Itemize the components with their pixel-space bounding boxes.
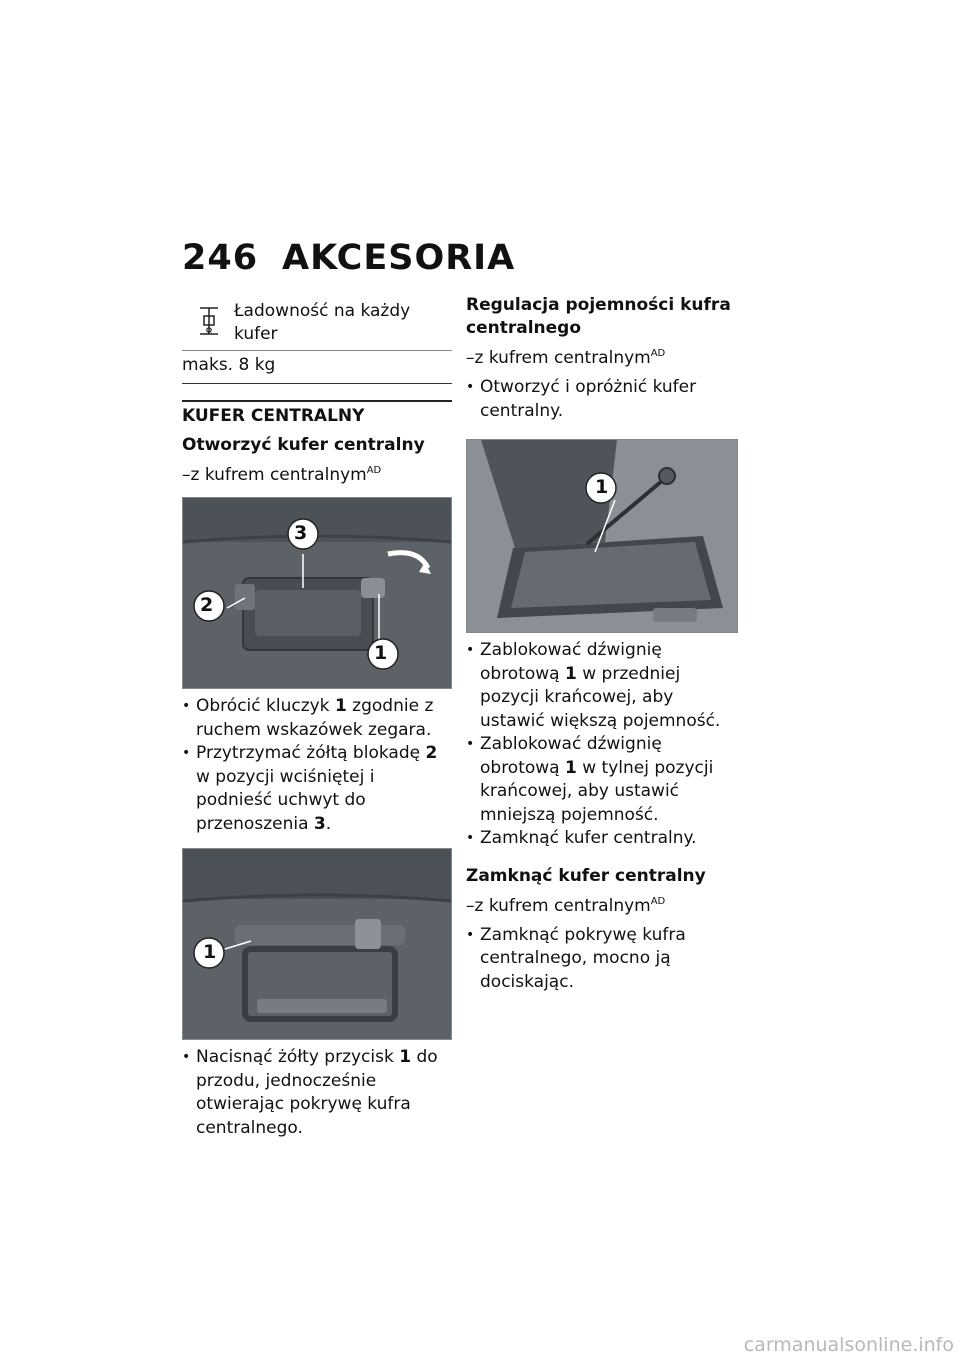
- figure-2-drawing: [183, 849, 451, 1039]
- figure-1-drawing: [183, 498, 451, 688]
- fig1-callout-3: 3: [294, 522, 308, 544]
- spec-label: Ładowność na każdy kufer: [234, 301, 411, 344]
- adjust-step-0: [466, 376, 738, 423]
- figure-yellow-button: [182, 848, 452, 1040]
- fig2-callout-1: 1: [203, 941, 217, 963]
- right-column: [466, 294, 738, 994]
- fig1-callout-1: 1: [374, 642, 388, 664]
- fig1-callout-2: 2: [200, 594, 214, 616]
- spec-value: maks. 8 kg: [182, 355, 276, 375]
- adjust-steps: [466, 639, 738, 851]
- watermark: carmanualsonline.info: [743, 1334, 954, 1356]
- list-item: • Obrócić kluczyk 1 zgodnie z ruchem wskazówek zegara.: [182, 695, 452, 742]
- close-title: Zamknąć kufer centralny: [466, 865, 706, 886]
- figure-capacity-lever: [466, 439, 738, 633]
- list-item: • Zablokować dźwignię obrotową 1 w tylnej pozycji krańcowej, aby ustawić mniejszą pojemność.: [466, 733, 738, 827]
- section-title: KUFER CENTRALNY: [182, 400, 452, 428]
- open-steps-2: [182, 1046, 452, 1140]
- scale-weight-icon: [198, 304, 220, 338]
- page-header: [182, 238, 682, 282]
- chapter-title: AKCESORIA: [282, 238, 516, 278]
- fig3-callout-1: 1: [595, 476, 609, 498]
- list-item: • Przytrzymać żółtą blokadę 2 w pozycji wciśniętej i podnieść uchwyt do przenoszenia 3.: [182, 742, 452, 836]
- list-item: • Otworzyć i opróżnić kufer centralny.: [466, 376, 738, 423]
- list-item: • Nacisnąć żółty przycisk 1 do przodu, jednocześnie otwierając pokrywę kufra centralnego.: [182, 1046, 452, 1140]
- open-title: Otworzyć kufer centralny: [182, 435, 425, 455]
- left-column: [182, 296, 452, 1140]
- open-steps-1: [182, 695, 452, 836]
- figure-handle-lock: [182, 497, 452, 689]
- figure-3-drawing: [467, 440, 737, 632]
- list-item: • Zamknąć pokrywę kufra centralnego, mocno ją dociskając.: [466, 924, 738, 995]
- spec-header: [182, 296, 452, 351]
- list-item: • Zablokować dźwignię obrotową 1 w przedniej pozycji krańcowej, aby ustawić większą pojemność.: [466, 639, 738, 733]
- adjust-title: Regulacja pojemności kufra centralnego: [466, 295, 731, 338]
- spec-table: [182, 296, 452, 384]
- list-item: • Zamknąć kufer centralny.: [466, 827, 738, 851]
- close-meta: –z kufrem centralnym$^{AD}$: [466, 895, 666, 916]
- page-number: 246: [182, 238, 259, 278]
- adjust-meta: –z kufrem centralnym$^{AD}$: [466, 348, 666, 368]
- open-meta: –z kufrem centralnym$^{AD}$: [182, 465, 382, 485]
- close-steps: [466, 924, 738, 995]
